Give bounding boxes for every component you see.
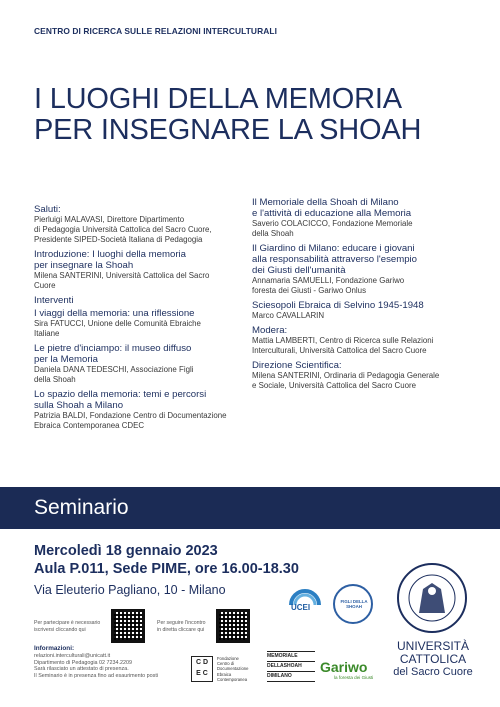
modera-line: Interculturali, Università Cattolica del Sacro Cuore [252,346,427,355]
talk-speaker: Patrizia BALDI, Fondazione Centro di Documentazione [34,411,227,420]
gariwo-logo [320,659,380,687]
figli-shoah-label: FIGLI DELLA SHOAH [340,599,368,609]
cdec-text-line: Centro di [217,661,234,667]
registration-line: iscriversi cliccando qui [34,626,86,633]
seminario-band [0,487,500,529]
talk-title: e l'attività di educazione alla Memoria [252,208,412,219]
talk-speaker: Daniela DANA TEDESCHI, Associazione Figli [34,365,194,374]
unicatt-seal-icon [399,565,465,631]
ucei-label: UCEI [291,603,311,612]
registration-note [34,620,100,633]
saluti-heading: Saluti: [34,204,61,215]
saluti-line: Presidente SIPED-Società Italiana di Pedagogia [34,235,203,244]
talk-3 [34,389,246,431]
talk-title: alla responsabilità attraverso l'esempio [252,254,418,265]
program-right-column [252,197,466,395]
talk-title: dei Giusti dell'umanità [252,265,346,276]
saluti-block [34,204,246,245]
memoriale-line: MEMORIALE [267,651,315,662]
info-line: Il Seminario è in presenza fino ad esaurimento posti [34,672,159,679]
info-block [34,645,158,679]
streaming-line: in diretta cliccare qui [157,626,205,633]
memoriale-line: DELLASHOAH [267,662,315,672]
direzione-heading: Direzione Scientifica: [252,360,342,371]
registration-qr-code[interactable] [111,609,145,643]
talk-2 [34,343,246,385]
talk-title: Le pietre d'inciampo: il museo diffuso [34,343,192,354]
talk-1 [34,308,246,339]
event-datetime [34,542,299,578]
talk-title: sulla Shoah a Milano [34,400,124,411]
memoriale-logo [267,651,315,687]
talk-speaker: della Shoah [34,375,76,384]
intro-speaker: Milena SANTERINI, Università Cattolica del Sacro [34,271,210,280]
direzione-line: e Sociale, Università Cattolica del Sacro Cuore [252,381,417,390]
talk-5 [252,243,466,296]
talk-title: Lo spazio della memoria: temi e percorsi [34,389,207,400]
talk-title: I viaggi della memoria: una riflessione [34,308,195,319]
saluti-line: di Pedagogia Università Cattolica del Sacro Cuore, [34,225,212,234]
intro-heading: per insegnare la Shoah [34,260,134,271]
streaming-line: Per seguire l'incontro [157,620,206,626]
unicatt-line: CATTOLICA [399,652,467,666]
cdec-text [217,656,248,682]
organizer-name: CENTRO DI RICERCA SULLE RELAZIONI INTERCULTURALI [34,26,278,36]
unicatt-line: del Sacro Cuore [393,666,473,678]
info-line: Sarà rilasciato un attestato di presenza. [34,666,129,672]
talk-title: per la Memoria [34,354,98,365]
event-date: Mercoledì 18 gennaio 2023 [34,543,218,559]
interventi-heading: Interventi [34,295,74,306]
event-place: Aula P.011, Sede PIME, ore 16.00-18.30 [34,561,299,577]
saluti-line: Pierluigi MALAVASI, Direttore Dipartimento [34,215,185,224]
gariwo-tagline: la foresta dei Giusti [334,675,374,680]
talk-speaker: della Shoah [252,229,294,238]
intro-heading: Introduzione: I luoghi della memoria [34,249,186,260]
modera-line: Mattia LAMBERTI, Centro di Ricerca sulle Relazioni [252,336,434,345]
modera-block [252,325,466,356]
cdec-text-line: Fondazione [217,656,239,661]
cdec-mark-bottom: E C [196,670,208,677]
info-phone: Dipartimento di Pedagogia 02 7234.2209 [34,659,133,666]
talk-speaker: Annamaria SAMUELLI, Fondazione Gariwo [252,276,405,285]
title-line-1: I LUOGHI DELLA MEMORIA [34,83,402,115]
info-email[interactable]: relazioni.interculturali@unicatt.it [34,653,111,659]
program-left-column [34,204,246,435]
page-title [34,84,421,146]
unicatt-wordmark [383,640,483,679]
talk-4 [252,197,466,239]
streaming-qr-code[interactable] [216,609,250,643]
talk-title: Sciesopoli Ebraica di Selvino 1945-1948 [252,300,424,311]
talk-speaker: Italiane [34,329,60,338]
cdec-text-line: Contemporanea [217,676,248,682]
figli-shoah-logo [333,584,373,624]
talk-title: Il Giardino di Milano: educare i giovani [252,243,415,254]
interventi-heading-block [34,295,246,306]
title-line-2: PER INSEGNARE LA SHOAH [34,114,422,146]
seminario-label: Seminario [34,496,129,519]
cdec-logo [191,656,261,686]
info-heading: Informazioni: [34,645,75,652]
unicatt-line: UNIVERSITÀ [396,639,469,653]
streaming-note [157,620,206,633]
cdec-mark-top: C D [195,659,209,666]
cdec-text-line: Ebraica [217,671,232,677]
talk-title: Il Memoriale della Shoah di Milano [252,197,399,208]
intro-speaker: Cuore [34,281,56,290]
cdec-text-line: Documentazione [217,666,249,672]
ucei-logo [285,583,325,623]
registration-line: Per partecipare è necessario [34,620,101,626]
gariwo-wordmark: Gariwo [320,659,368,675]
direzione-line: Milena SANTERINI, Ordinaria di Pedagogia Generale [252,371,440,380]
talk-speaker: Saverio COLACICCO, Fondazione Memoriale [252,219,413,228]
talk-speaker: Marco CAVALLARIN [252,311,325,320]
event-address: Via Eleuterio Pagliano, 10 - Milano [34,583,226,597]
talk-6 [252,300,466,321]
unicatt-seal [397,563,467,633]
cdec-mark [191,656,213,682]
talk-speaker: foresta dei Giusti - Gariwo Onlus [252,286,367,295]
talk-speaker: Ebraica Contemporanea CDEC [34,421,145,430]
intro-block [34,249,246,291]
direzione-block [252,360,466,391]
modera-heading: Modera: [252,325,288,336]
memoriale-line: DIMILANO [267,672,315,682]
talk-speaker: Sira FATUCCI, Unione delle Comunità Ebraiche [34,319,201,328]
